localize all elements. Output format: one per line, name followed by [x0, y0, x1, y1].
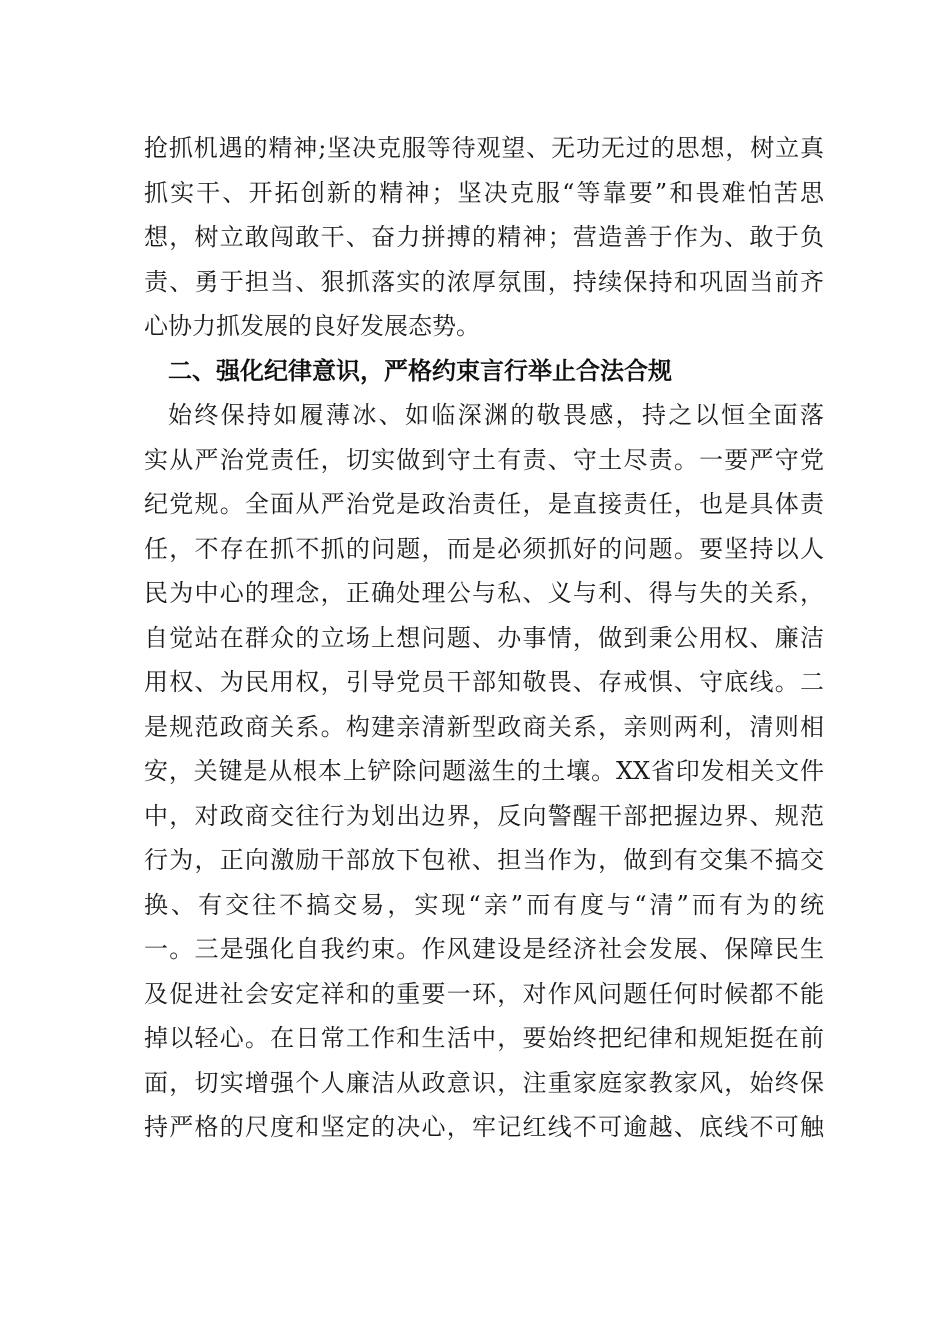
text-line: 责、勇于担当、狠抓落实的浓厚氛围，持续保持和巩固当前齐: [144, 267, 824, 296]
text-line: 抢抓机遇的精神;坚决克服等待观望、无功无过的思想，树立真: [144, 134, 824, 162]
section-heading: 二、强化纪律意识，严格约束言行举止合法合规: [168, 356, 672, 385]
text-line: 始终保持如履薄冰、如临深渊的敬畏感，持之以恒全面落: [168, 401, 824, 429]
paragraph-discipline: [144, 393, 824, 1150]
text-line: 抓实干、开拓创新的精神；坚决克服“等靠要”和畏难怕苦思: [144, 178, 824, 207]
text-line: 持严格的尺度和坚定的决心，牢记红线不可逾越、底线不可触: [144, 1113, 824, 1141]
text-line: 换、有交往不搞交易，实现“亲”而有度与“清”而有为的统: [144, 890, 824, 919]
text-line: 掉以轻心。在日常工作和生活中，要始终把纪律和规矩挺在前: [144, 1024, 824, 1052]
text-line: 纪党规。全面从严治党是政治责任，是直接责任，也是具体责: [144, 490, 824, 518]
text-line: 实从严治党责任，切实做到守土有责、守土尽责。一要严守党: [144, 445, 824, 474]
text-line: 行为，正向激励干部放下包袱、担当作为，做到有交集不搞交: [144, 846, 824, 874]
text-line: 是规范政商关系。构建亲清新型政商关系，亲则两利，清则相: [144, 712, 824, 741]
text-line: 民为中心的理念，正确处理公与私、义与利、得与失的关系，: [144, 579, 824, 607]
text-line: 用权、为民用权，引导党员干部知敬畏、存戒惧、守底线。二: [144, 668, 824, 696]
text-line: 任，不存在抓不抓的问题，而是必须抓好的问题。要坚持以人: [144, 534, 824, 563]
text-line: 想，树立敢闯敢干、奋力拼搏的精神；营造善于作为、敢于负: [144, 223, 824, 251]
text-line: 面，切实增强个人廉洁从政意识，注重家庭家教家风，始终保: [144, 1068, 824, 1097]
text-line: 自觉站在群众的立场上想问题、办事情，做到秉公用权、廉洁: [144, 623, 824, 652]
text-line: 一。三是强化自我约束。作风建设是经济社会发展、保障民生: [144, 935, 824, 963]
text-line: 中，对政商交往行为划出边界，反向警醒干部把握边界、规范: [144, 801, 824, 830]
paragraph-continuation: [144, 126, 824, 349]
text-line: 及促进社会安定祥和的重要一环，对作风问题任何时候都不能: [144, 979, 824, 1008]
document-body: [144, 126, 824, 1150]
text-line: 安，关键是从根本上铲除问题滋生的土壤。XX省印发相关文件: [144, 757, 824, 785]
text-line: 心协力抓发展的良好发展态势。: [144, 312, 480, 340]
